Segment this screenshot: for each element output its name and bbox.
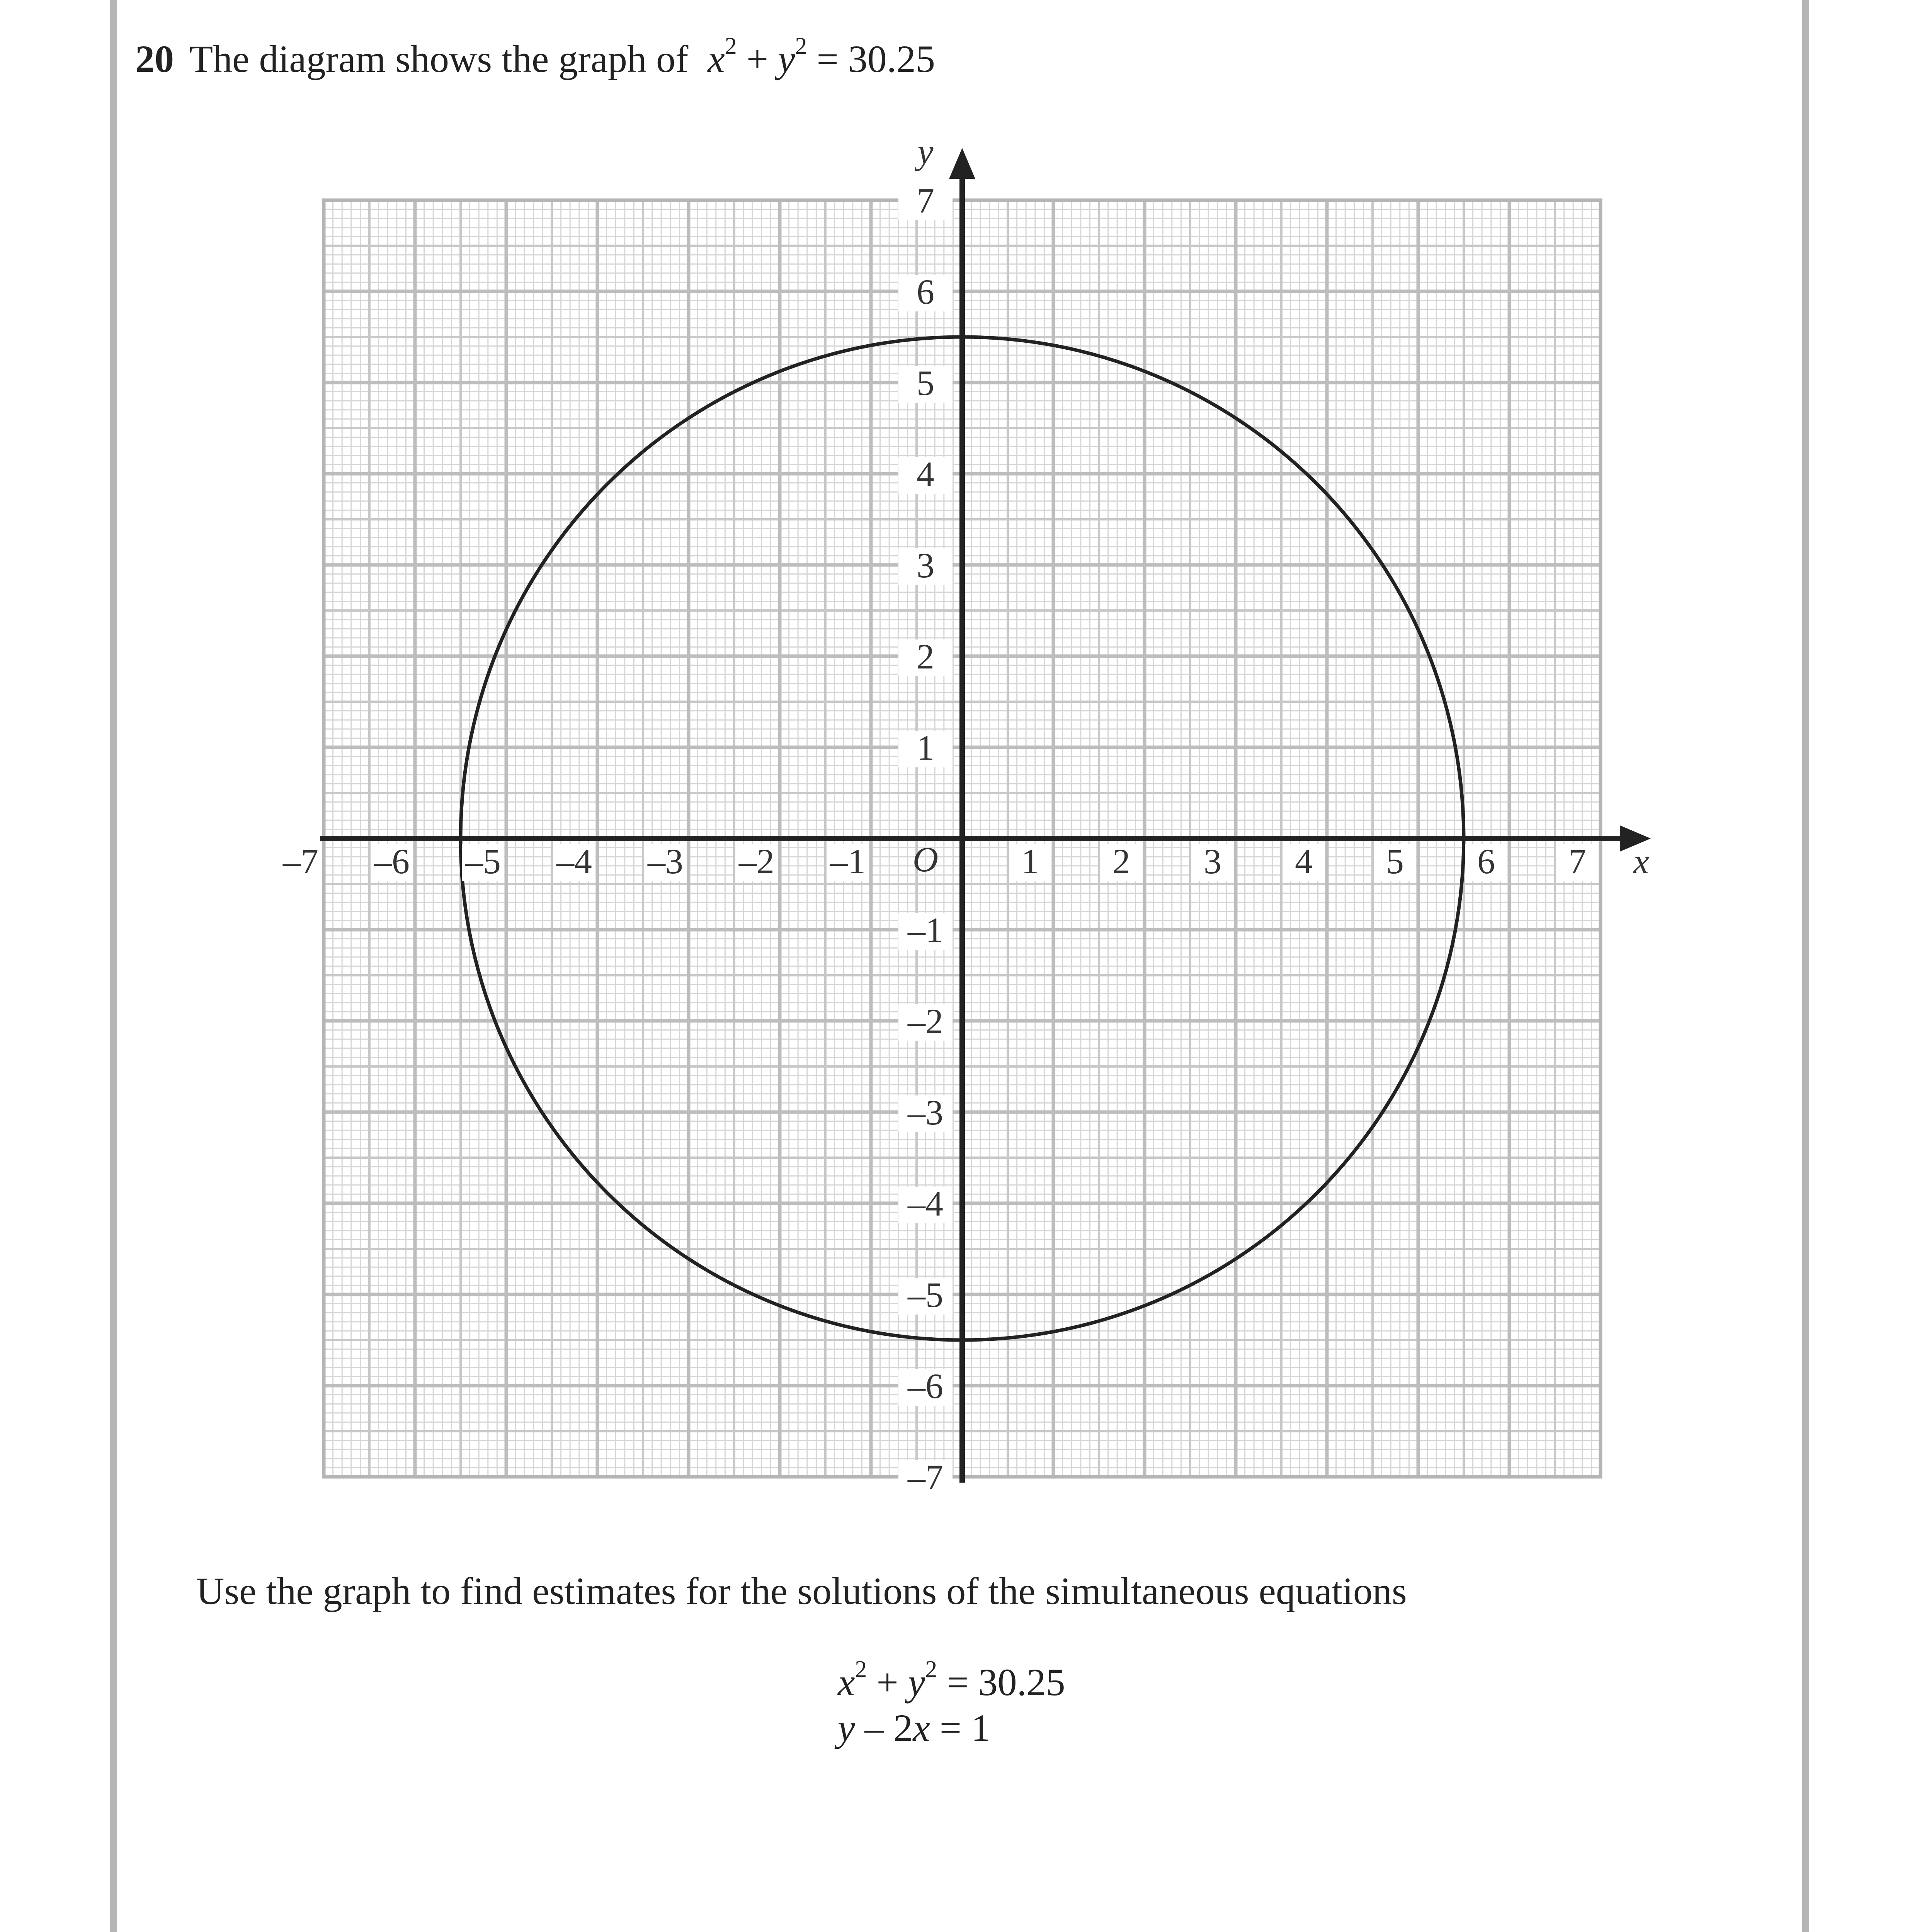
x-tick-label: –3 xyxy=(648,842,683,881)
x-tick-label: 4 xyxy=(1295,842,1313,881)
y-tick-label: –7 xyxy=(908,1458,943,1497)
header-eq-x-power: 2 xyxy=(725,33,737,60)
y-tick-label: –3 xyxy=(908,1093,943,1132)
header-eq-x: x xyxy=(708,37,725,80)
eq2-rhs: = 1 xyxy=(939,1706,991,1749)
x-tick-label: 7 xyxy=(1568,842,1586,881)
eq2-y: y xyxy=(838,1706,855,1749)
y-tick-label: –2 xyxy=(908,1002,943,1041)
eq2-x: x xyxy=(913,1706,930,1749)
header-eq-rhs: = 30.25 xyxy=(816,37,935,80)
header-eq-y: y xyxy=(778,37,795,80)
question-number: 20 xyxy=(135,37,174,80)
instruction-text: Use the graph to find estimates for the solutions of the simultaneous equations xyxy=(196,1570,1407,1612)
x-tick-label: –5 xyxy=(465,842,501,881)
y-tick-label: 6 xyxy=(917,272,934,311)
y-tick-label: –1 xyxy=(908,910,943,950)
y-tick-label: 4 xyxy=(917,454,934,494)
eq1-y-power: 2 xyxy=(925,1656,937,1683)
x-tick-label: 5 xyxy=(1386,842,1404,881)
x-tick-label: –2 xyxy=(739,842,774,881)
y-axis-label: y xyxy=(917,132,934,171)
y-tick-label: 2 xyxy=(917,637,934,676)
x-tick-label: 1 xyxy=(1021,842,1039,881)
simultaneous-equations xyxy=(838,1656,1065,1751)
origin-label: O xyxy=(912,840,939,879)
y-tick-label: 7 xyxy=(917,181,934,220)
y-tick-label: 5 xyxy=(917,363,934,403)
x-tick-label: –1 xyxy=(830,842,866,881)
x-tick-label: –7 xyxy=(283,842,318,881)
equation-2 xyxy=(838,1705,1065,1751)
x-tick-label: 3 xyxy=(1204,842,1221,881)
x-tick-label: –6 xyxy=(374,842,410,881)
x-tick-label: 6 xyxy=(1477,842,1495,881)
eq1-y: y xyxy=(908,1661,925,1704)
eq2-minus: – 2 xyxy=(864,1706,913,1749)
eq1-plus: + xyxy=(876,1661,898,1704)
header-eq-plus: + xyxy=(746,37,769,80)
x-tick-label: –4 xyxy=(556,842,592,881)
axes xyxy=(320,148,1651,1483)
y-tick-label: –5 xyxy=(908,1275,943,1315)
y-axis-arrow-icon xyxy=(949,148,975,179)
header-eq-y-power: 2 xyxy=(795,33,807,60)
equation-1 xyxy=(838,1656,1065,1705)
eq1-x: x xyxy=(838,1661,855,1704)
y-tick-label: –6 xyxy=(908,1366,943,1406)
x-tick-label: 2 xyxy=(1112,842,1130,881)
eq1-rhs: = 30.25 xyxy=(947,1661,1065,1704)
eq1-x-power: 2 xyxy=(855,1656,867,1683)
x-axis-label: x xyxy=(1633,842,1649,881)
y-tick-label: 3 xyxy=(917,546,934,585)
question-intro: The diagram shows the graph of xyxy=(189,37,689,80)
y-tick-label: –4 xyxy=(908,1184,943,1223)
y-tick-label: 1 xyxy=(917,728,934,767)
